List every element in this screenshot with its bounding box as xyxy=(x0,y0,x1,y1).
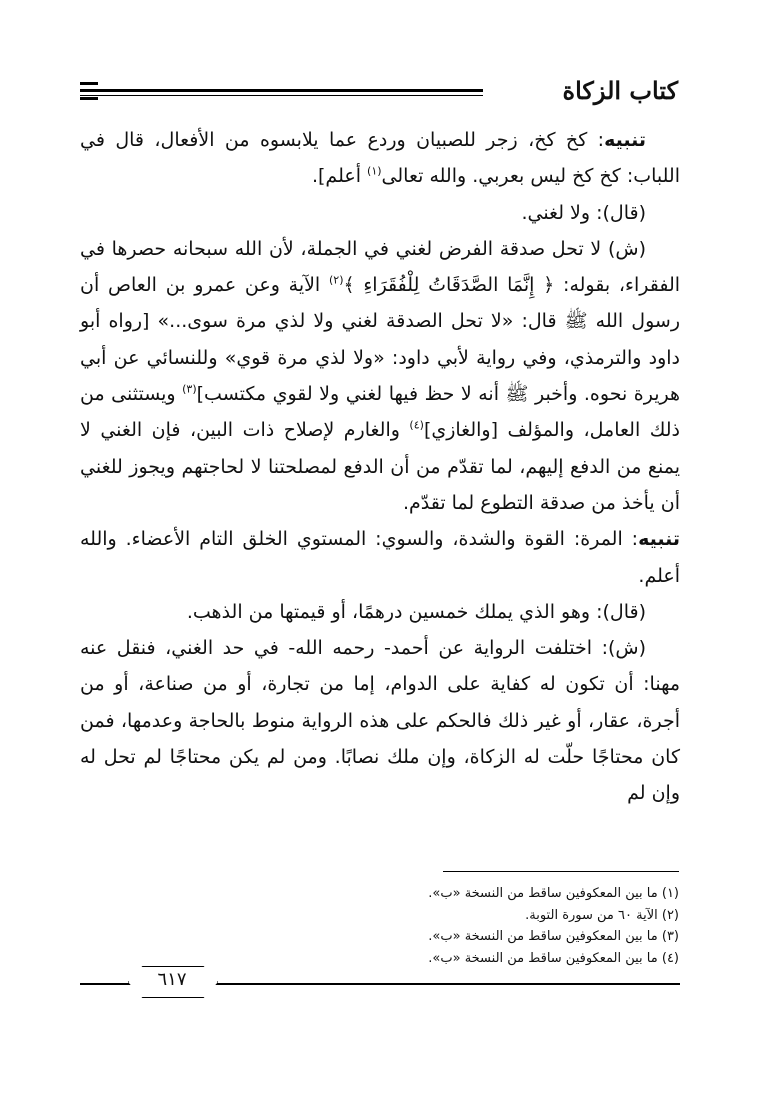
note-paragraph-1: تنبيه: كخ كخ، زجر للصبيان وردع عما يلابسوه من الأفعال، قال في اللباب: كخ كخ ليس بعربي. والله تعالى$^{(١)}$ أعلم]. xyxy=(80,129,680,188)
note-label: تنبيه xyxy=(604,129,646,151)
note-label: تنبيه xyxy=(638,528,680,551)
sharh-paragraph-2: (ش): اختلفت الرواية عن أحمد- رحمه الله- في حد الغني، فنقل عنه مهنا: أن تكون له كفاية على الدوام، إما من تجارة، أو من صناعة، أو من أجرة، عقار، أو غير ذلك فالحكم على هذه الرواية منوط بالحاجة وعدمها، فمن كان محتاجًا حلّت له الزكاة، وإن ملك نصابًا. ومن لم يكن محتاجًا لم تحل له وإن لم xyxy=(80,637,680,805)
footnote-1: (١) ما بين المعكوفين ساقط من النسخة «ب». xyxy=(428,886,679,901)
footnote-ref-2: (٢) xyxy=(328,273,344,287)
matn-paragraph-2: (قال): وهو الذي يملك خمسين درهمًا، أو قيمتها من الذهب. xyxy=(186,600,646,623)
footnote-3: (٣) ما بين المعكوفين ساقط من النسخة «ب». xyxy=(428,929,679,944)
footnote-ref-3: (٣) xyxy=(182,382,197,396)
footnote-separator xyxy=(443,871,679,872)
main-text xyxy=(80,122,680,812)
footnote-2: (٢) الآية ٦٠ من سورة التوبة. xyxy=(525,907,679,923)
footnote-ref-4: (٤) xyxy=(409,419,424,433)
footnotes xyxy=(300,883,679,969)
note-paragraph-2: تنبيه: المرة: القوة والشدة، والسوي: المستوي الخلق التام الأعضاء. والله أعلم. xyxy=(80,528,680,587)
running-header xyxy=(80,74,678,110)
chapter-title: كتاب الزكاة xyxy=(562,76,678,105)
footnote-ref-1: (١) xyxy=(367,164,382,178)
matn-paragraph-1: (قال): ولا لغني. xyxy=(521,201,646,224)
footnote-4: (٤) ما بين المعكوفين ساقط من النسخة «ب». xyxy=(428,950,679,966)
sharh-paragraph-1: (ش) لا تحل صدقة الفرض لغني في الجملة، لأن الله سبحانه حصرها في الفقراء، بقوله: ﴿ إِنَّمَا الصَّدَقَاتُ لِلْفُقَرَاءِ ﴾$^{(٢)}$ الآية وعن عمرو بن العاص أن رسول الله ﷺ قال: «لا تحل الصدقة لغني ولا لذي مرة سوى...» [رواه أبو داود والترمذي، وفي رواية لأبي داود: «ولا لذي مرة قوي» وللنسائي عن أبي هريرة نحوه. وأخبر ﷺ أنه لا حظ فيها لغني ولا لقوي مكتسب]$^{(٣)}$ ويستثنى من ذلك العامل، والمؤلف [والغازي]$^{(٤)}$ والغارم لإصلاح ذات البين، فإن الغني لا يمنع من الدفع إليهم، لما تقدّم من أن الدفع لمصلحتنا لا لحاجتهم ويجوز للغني أن يأخذ من صدقة التطوع لما تقدّم. xyxy=(80,237,681,514)
header-rule xyxy=(80,89,483,96)
page-number: ٦١٧ xyxy=(157,969,187,990)
